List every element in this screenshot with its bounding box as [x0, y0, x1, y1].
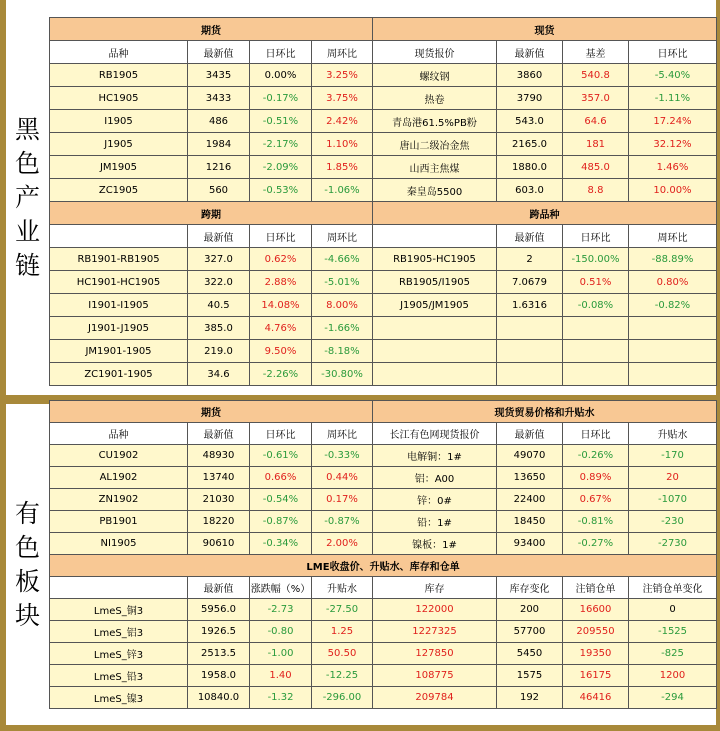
table-row — [50, 489, 717, 511]
table-cell: -88.89% — [629, 248, 717, 271]
table-cell: -2.26% — [250, 363, 312, 386]
section-label-text — [15, 113, 40, 283]
section-label-char: 板 — [14, 566, 40, 596]
column-header: 注销仓单 — [563, 577, 629, 599]
table-cell: 1.6316 — [497, 294, 563, 317]
table-cell: 2513.5 — [188, 643, 250, 665]
table-cell: ZC1905 — [50, 179, 188, 202]
table-cell: -0.54% — [250, 489, 312, 511]
table-cell: 1216 — [188, 156, 250, 179]
table-cell: 1984 — [188, 133, 250, 156]
table-cell: 20 — [629, 467, 717, 489]
table-cell: 2165.0 — [497, 133, 563, 156]
section-label-char: 色 — [14, 148, 40, 178]
table-row — [50, 271, 717, 294]
table-cell: LmeS_镍3 — [50, 687, 188, 709]
table-cell: -1.11% — [629, 87, 717, 110]
table-cell: LmeS_铅3 — [50, 665, 188, 687]
table-cell — [563, 317, 629, 340]
table-cell: 0.67% — [563, 489, 629, 511]
column-header: 品种 — [50, 423, 188, 445]
table-cell: -5.40% — [629, 64, 717, 87]
column-header: 最新值 — [188, 577, 250, 599]
table-cell: LmeS_锌3 — [50, 643, 188, 665]
table-cell: 327.0 — [188, 248, 250, 271]
table-cell: 0 — [629, 599, 717, 621]
table-row — [50, 248, 717, 271]
table-cell: 49070 — [497, 445, 563, 467]
table-cell: 3.25% — [312, 64, 373, 87]
table-cell: 122000 — [373, 599, 497, 621]
table-cell: -0.53% — [250, 179, 312, 202]
table-row — [50, 156, 717, 179]
black-chain-table — [49, 17, 717, 386]
table-cell: -294 — [629, 687, 717, 709]
section-header-row — [50, 401, 717, 423]
table-cell: -0.82% — [629, 294, 717, 317]
table-cell: -0.87% — [312, 511, 373, 533]
table-cell: -0.27% — [563, 533, 629, 555]
table-cell: 40.5 — [188, 294, 250, 317]
table-cell: 385.0 — [188, 317, 250, 340]
table-cell: 16600 — [563, 599, 629, 621]
section-header-row — [50, 555, 717, 577]
table-cell — [373, 317, 497, 340]
table-cell: -296.00 — [312, 687, 373, 709]
table-cell: 1926.5 — [188, 621, 250, 643]
section-label-nonferrous — [6, 404, 49, 725]
table-cell — [629, 363, 717, 386]
table-cell: 540.8 — [563, 64, 629, 87]
table-cell: 209550 — [563, 621, 629, 643]
table-row — [50, 599, 717, 621]
table-cell: 8.00% — [312, 294, 373, 317]
table-cell: 7.0679 — [497, 271, 563, 294]
table-cell: 64.6 — [563, 110, 629, 133]
table-row — [50, 363, 717, 386]
table-cell: 10.00% — [629, 179, 717, 202]
table-row — [50, 340, 717, 363]
column-header: 日环比 — [563, 225, 629, 248]
column-header: 周环比 — [312, 41, 373, 64]
table-cell: 2.88% — [250, 271, 312, 294]
table-row — [50, 179, 717, 202]
table-row — [50, 643, 717, 665]
table-cell: 603.0 — [497, 179, 563, 202]
block-title: 期货 — [50, 401, 373, 423]
table-cell: -0.17% — [250, 87, 312, 110]
column-header: 日环比 — [629, 41, 717, 64]
table-cell: 50.50 — [312, 643, 373, 665]
table-cell: -1.32 — [250, 687, 312, 709]
table-cell: 山西主焦煤 — [373, 156, 497, 179]
table-cell: -0.87% — [250, 511, 312, 533]
block-title: 跨期 — [50, 202, 373, 225]
column-header: 升贴水 — [629, 423, 717, 445]
table-cell: 48930 — [188, 445, 250, 467]
table-cell: 219.0 — [188, 340, 250, 363]
table-cell: 0.00% — [250, 64, 312, 87]
table-row — [50, 317, 717, 340]
table-cell: 14.08% — [250, 294, 312, 317]
table-cell: 秦皇岛5500 — [373, 179, 497, 202]
table-cell: 10840.0 — [188, 687, 250, 709]
table-cell: 电解铜：1# — [373, 445, 497, 467]
table-cell — [629, 317, 717, 340]
table-row — [50, 64, 717, 87]
table-cell: 1880.0 — [497, 156, 563, 179]
table-cell: ZN1902 — [50, 489, 188, 511]
table-cell: 3435 — [188, 64, 250, 87]
table-cell: -30.80% — [312, 363, 373, 386]
table-cell: 209784 — [373, 687, 497, 709]
table-cell: -0.34% — [250, 533, 312, 555]
table-cell: -27.50 — [312, 599, 373, 621]
column-header: 日环比 — [250, 423, 312, 445]
column-header: 基差 — [563, 41, 629, 64]
table-cell: 0.80% — [629, 271, 717, 294]
block-title: LME收盘价、升贴水、库存和仓单 — [50, 555, 717, 577]
column-header: 现货报价 — [373, 41, 497, 64]
table-cell: 0.44% — [312, 467, 373, 489]
column-header — [50, 225, 188, 248]
table-cell: 1575 — [497, 665, 563, 687]
table-cell: 1.40 — [250, 665, 312, 687]
nonferrous-table — [49, 400, 717, 709]
table-cell: 357.0 — [563, 87, 629, 110]
table-row — [50, 511, 717, 533]
table-cell: J1905 — [50, 133, 188, 156]
table-cell: 0.66% — [250, 467, 312, 489]
table-cell: 16175 — [563, 665, 629, 687]
table-cell: 5956.0 — [188, 599, 250, 621]
table-row — [50, 621, 717, 643]
table-cell: HC1905 — [50, 87, 188, 110]
column-header-row — [50, 225, 717, 248]
table-cell: -1.00 — [250, 643, 312, 665]
table-cell: HC1901-HC1905 — [50, 271, 188, 294]
table-cell — [629, 340, 717, 363]
table-cell: -5.01% — [312, 271, 373, 294]
table-cell: -8.18% — [312, 340, 373, 363]
table-cell: 8.8 — [563, 179, 629, 202]
table-cell: 200 — [497, 599, 563, 621]
table-cell: 13650 — [497, 467, 563, 489]
table-cell: 57700 — [497, 621, 563, 643]
table-cell: -170 — [629, 445, 717, 467]
table-cell: I1901-I1905 — [50, 294, 188, 317]
table-cell: -0.26% — [563, 445, 629, 467]
table-cell: RB1905 — [50, 64, 188, 87]
block-title: 现货贸易价格和升贴水 — [373, 401, 717, 423]
table-cell: -0.61% — [250, 445, 312, 467]
table-row — [50, 445, 717, 467]
table-cell: 543.0 — [497, 110, 563, 133]
column-header: 升贴水 — [312, 577, 373, 599]
column-header: 最新值 — [497, 41, 563, 64]
table-cell: JM1901-1905 — [50, 340, 188, 363]
table-cell: 镍板：1# — [373, 533, 497, 555]
table-cell: 0.17% — [312, 489, 373, 511]
table-cell: LmeS_铜3 — [50, 599, 188, 621]
table-cell: ZC1901-1905 — [50, 363, 188, 386]
table-cell: -12.25 — [312, 665, 373, 687]
table-cell: 18450 — [497, 511, 563, 533]
table-cell: NI1905 — [50, 533, 188, 555]
table-cell: RB1905/I1905 — [373, 271, 497, 294]
table-cell: 1.25 — [312, 621, 373, 643]
table-cell: -150.00% — [563, 248, 629, 271]
column-header: 品种 — [50, 41, 188, 64]
table-cell: -2.09% — [250, 156, 312, 179]
table-cell: 0.62% — [250, 248, 312, 271]
table-cell: RB1905-HC1905 — [373, 248, 497, 271]
table-cell: 3433 — [188, 87, 250, 110]
table-cell: 322.0 — [188, 271, 250, 294]
table-cell: 铝：A00 — [373, 467, 497, 489]
table-cell — [563, 363, 629, 386]
table-cell — [563, 340, 629, 363]
column-header: 最新值 — [188, 225, 250, 248]
table-cell: 唐山二级冶金焦 — [373, 133, 497, 156]
table-cell: 2.42% — [312, 110, 373, 133]
table-cell: 5450 — [497, 643, 563, 665]
block-title: 现货 — [373, 18, 717, 41]
table-cell: 2.00% — [312, 533, 373, 555]
table-cell: 46416 — [563, 687, 629, 709]
table-cell: 21030 — [188, 489, 250, 511]
table-cell: PB1901 — [50, 511, 188, 533]
table-cell: 1.46% — [629, 156, 717, 179]
table-cell: 3.75% — [312, 87, 373, 110]
table-cell: -825 — [629, 643, 717, 665]
table-row — [50, 665, 717, 687]
table-cell — [497, 317, 563, 340]
table-cell — [373, 340, 497, 363]
table-cell: 32.12% — [629, 133, 717, 156]
section-label-char: 业 — [14, 216, 40, 246]
table-cell: 13740 — [188, 467, 250, 489]
column-header: 最新值 — [497, 423, 563, 445]
table-cell: -0.33% — [312, 445, 373, 467]
table-row — [50, 294, 717, 317]
column-header: 最新值 — [188, 41, 250, 64]
section-label-black — [6, 0, 49, 395]
table-cell: 108775 — [373, 665, 497, 687]
table-cell — [497, 363, 563, 386]
table-cell: -230 — [629, 511, 717, 533]
table-cell — [497, 340, 563, 363]
column-header: 长江有色网现货报价 — [373, 423, 497, 445]
table-cell: 93400 — [497, 533, 563, 555]
section-label-char: 产 — [14, 182, 40, 212]
table-cell: 192 — [497, 687, 563, 709]
table-cell: -1070 — [629, 489, 717, 511]
table-cell: LmeS_铝3 — [50, 621, 188, 643]
table-cell: 34.6 — [188, 363, 250, 386]
table-row — [50, 133, 717, 156]
table-cell: 铅：1# — [373, 511, 497, 533]
table-cell: -0.80 — [250, 621, 312, 643]
table-cell: RB1901-RB1905 — [50, 248, 188, 271]
table-row — [50, 110, 717, 133]
table-cell: 3790 — [497, 87, 563, 110]
table-cell: 560 — [188, 179, 250, 202]
table-cell: -2.73 — [250, 599, 312, 621]
table-cell: -1.06% — [312, 179, 373, 202]
table-cell: J1901-J1905 — [50, 317, 188, 340]
table-cell: 1227325 — [373, 621, 497, 643]
section-label-char: 链 — [14, 250, 40, 280]
column-header: 涨跌幅（%） — [250, 577, 312, 599]
table-cell: -0.51% — [250, 110, 312, 133]
block-title: 跨品种 — [373, 202, 717, 225]
column-header: 注销仓单变化 — [629, 577, 717, 599]
table-row — [50, 87, 717, 110]
section-label-char: 色 — [14, 532, 40, 562]
column-header: 周环比 — [312, 225, 373, 248]
table-cell: 2 — [497, 248, 563, 271]
table-cell: 22400 — [497, 489, 563, 511]
section-label-char: 有 — [14, 498, 40, 528]
block-title: 期货 — [50, 18, 373, 41]
table-cell: 9.50% — [250, 340, 312, 363]
table-cell: AL1902 — [50, 467, 188, 489]
column-header — [50, 577, 188, 599]
section-header-row — [50, 202, 717, 225]
table-cell: 127850 — [373, 643, 497, 665]
table-cell: 1200 — [629, 665, 717, 687]
column-header: 日环比 — [250, 225, 312, 248]
table-cell: -2.17% — [250, 133, 312, 156]
table-row — [50, 533, 717, 555]
table-row — [50, 467, 717, 489]
column-header — [373, 225, 497, 248]
column-header: 日环比 — [563, 423, 629, 445]
column-header: 库存 — [373, 577, 497, 599]
table-cell: J1905/JM1905 — [373, 294, 497, 317]
column-header: 库存变化 — [497, 577, 563, 599]
column-header: 最新值 — [497, 225, 563, 248]
column-header: 周环比 — [629, 225, 717, 248]
section-label-text — [15, 497, 40, 633]
table-cell: 19350 — [563, 643, 629, 665]
table-cell: 螺纹钢 — [373, 64, 497, 87]
table-cell: 锌：0# — [373, 489, 497, 511]
table-cell: 18220 — [188, 511, 250, 533]
table-cell: 1.85% — [312, 156, 373, 179]
table-cell: 4.76% — [250, 317, 312, 340]
table-cell: 1958.0 — [188, 665, 250, 687]
column-header-row — [50, 423, 717, 445]
frame-bottom — [0, 725, 720, 731]
column-header: 周环比 — [312, 423, 373, 445]
table-cell: 1.10% — [312, 133, 373, 156]
table-row — [50, 687, 717, 709]
column-header: 日环比 — [250, 41, 312, 64]
table-cell: 486 — [188, 110, 250, 133]
table-cell: 181 — [563, 133, 629, 156]
table-cell: -2730 — [629, 533, 717, 555]
column-header: 最新值 — [188, 423, 250, 445]
column-header-row — [50, 577, 717, 599]
table-cell: 90610 — [188, 533, 250, 555]
table-cell: 青岛港61.5%PB粉 — [373, 110, 497, 133]
table-cell — [373, 363, 497, 386]
table-cell: -1.66% — [312, 317, 373, 340]
table-cell: 热卷 — [373, 87, 497, 110]
section-label-char: 黑 — [14, 114, 40, 144]
table-cell: 485.0 — [563, 156, 629, 179]
table-cell: -0.81% — [563, 511, 629, 533]
table-cell: I1905 — [50, 110, 188, 133]
table-cell: -0.08% — [563, 294, 629, 317]
table-cell: 0.89% — [563, 467, 629, 489]
table-cell: JM1905 — [50, 156, 188, 179]
table-cell: CU1902 — [50, 445, 188, 467]
table-cell: 0.51% — [563, 271, 629, 294]
table-cell: 17.24% — [629, 110, 717, 133]
table-cell: -1525 — [629, 621, 717, 643]
column-header-row — [50, 41, 717, 64]
section-header-row — [50, 18, 717, 41]
table-cell: -4.66% — [312, 248, 373, 271]
table-cell: 3860 — [497, 64, 563, 87]
section-label-char: 块 — [14, 600, 40, 630]
